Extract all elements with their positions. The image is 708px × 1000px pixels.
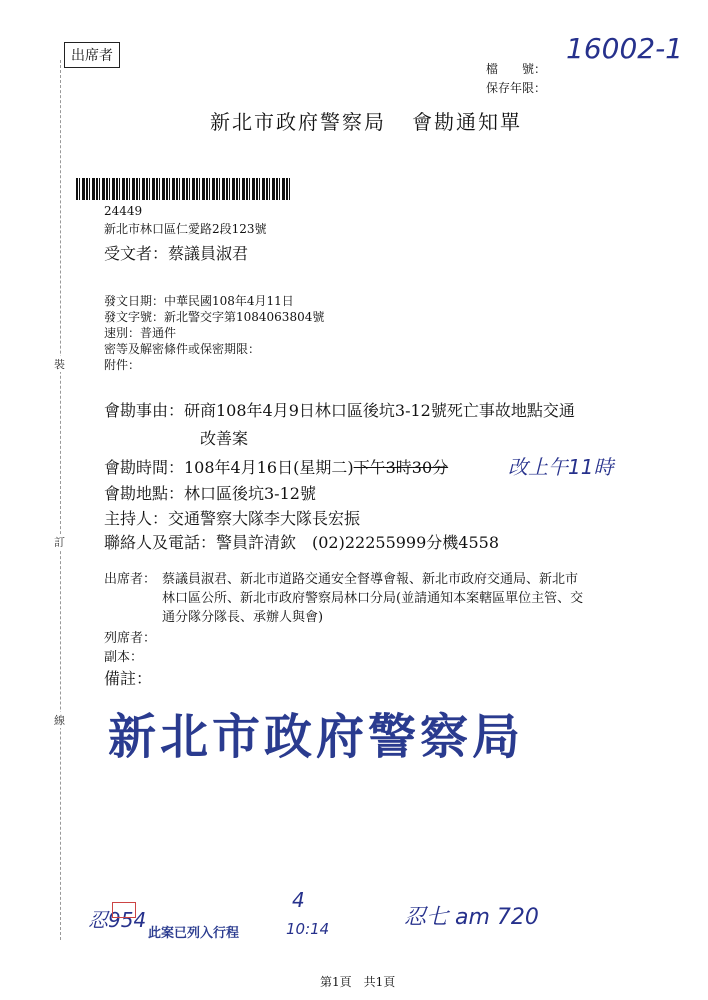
barcode [76, 178, 290, 200]
red-seal [112, 902, 136, 918]
attendees-line-2: 林口區公所、新北市政府警察局林口分局(並請通知本案轄區單位主管、交 [162, 591, 584, 606]
contact: 聯絡人及電話：警員許清欽 (02)22255999分機4558 [104, 533, 500, 552]
attendees-line-1: 蔡議員淑君、新北市道路交通安全督導會報、新北市政府交通局、新北市 [162, 572, 579, 587]
filed-note: 此案已列入行程 [148, 926, 240, 941]
binding-mark-2: 訂 [54, 536, 65, 549]
inspection-time-struck: 下午3時30分 [353, 458, 449, 477]
inspection-time [104, 455, 448, 478]
handwritten-time-change: 改上午11時 [508, 455, 614, 479]
binding-mark-3: 線 [54, 714, 65, 727]
remarks-label: 備註： [104, 669, 153, 688]
recipient-address: 新北市林口區仁愛路2段123號 [104, 222, 267, 236]
retention-label: 保存年限： [486, 81, 547, 95]
attendees-line-3: 通分隊分隊長、承辦人與會) [162, 610, 324, 625]
agency-title: 新北市政府警察局 [210, 110, 386, 134]
inspection-reason-cont: 改善案 [200, 429, 249, 448]
handwritten-date-top: 4 [292, 888, 305, 912]
inspection-reason: 會勘事由：研商108年4月9日林口區後坑3-12號死亡事故地點交通 [104, 401, 575, 420]
inspection-place: 會勘地點：林口區後坑3-12號 [104, 484, 316, 503]
handwritten-note-left: 忍954 [88, 908, 147, 932]
attachment: 附件： [104, 358, 141, 372]
document-type-title: 會勘通知單 [412, 110, 522, 134]
file-number-label: 檔 號： [486, 62, 547, 76]
attendee-box: 出席者 [64, 42, 120, 68]
recipient: 受文者：蔡議員淑君 [104, 244, 249, 263]
postal-code: 24449 [104, 204, 143, 218]
handwritten-date-bottom: 10:14 [286, 920, 330, 938]
document-number: 發文字號：新北警交字第1084063804號 [104, 310, 325, 324]
handwritten-signature: 忍七 am 720 [404, 905, 539, 930]
copy-label: 副本： [104, 650, 144, 665]
handwritten-file-number: 16002-1 [566, 32, 683, 65]
binding-line [60, 60, 61, 940]
host: 主持人：交通警察大隊李大隊長宏振 [104, 509, 361, 528]
observers-label: 列席者： [104, 631, 157, 646]
security-level: 密等及解密條件或保密期限： [104, 342, 261, 356]
binding-mark-1: 裝 [54, 358, 65, 371]
page-number: 第1頁 共1頁 [320, 975, 396, 989]
issue-date: 發文日期：中華民國108年4月11日 [104, 294, 294, 308]
delivery-speed: 速別：普通件 [104, 326, 177, 340]
agency-seal: 新北市政府警察局 [108, 709, 525, 765]
inspection-time-label: 會勘時間：108年4月16日(星期二) [104, 458, 354, 477]
attendees-label: 出席者： [104, 572, 157, 587]
